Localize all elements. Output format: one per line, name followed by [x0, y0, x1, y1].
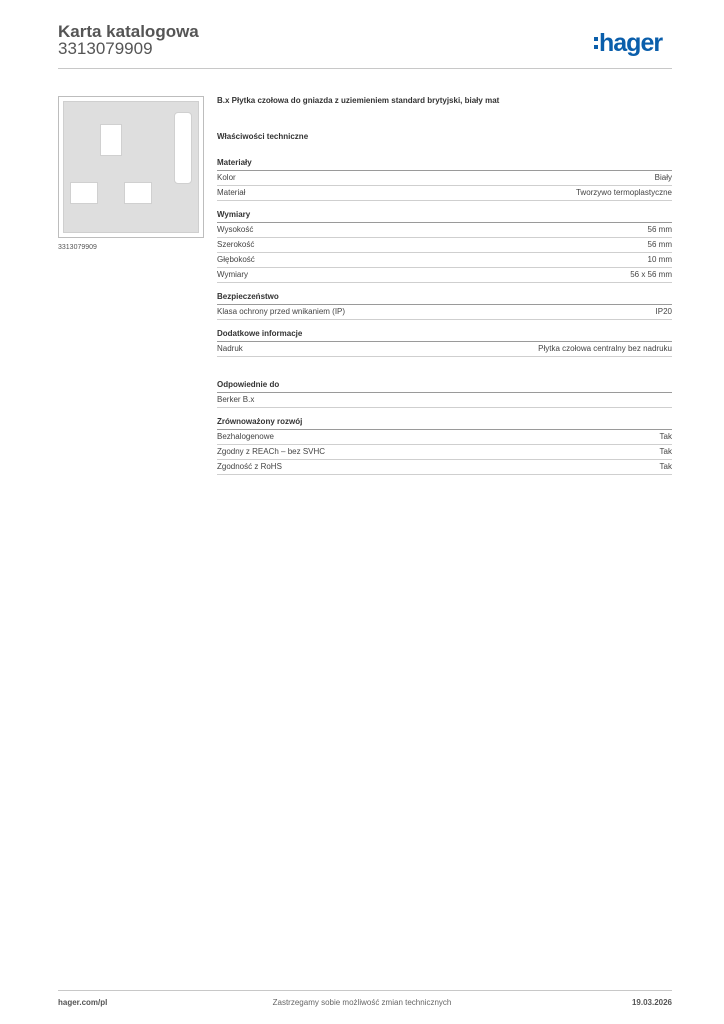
section-compatible-with — [217, 378, 672, 408]
section-title: Bezpieczeństwo — [217, 290, 672, 305]
table-row — [217, 460, 672, 475]
table-row — [217, 393, 672, 408]
row-label: Bezhalogenowe — [217, 432, 274, 441]
section-title: Odpowiednie do — [217, 378, 672, 393]
section-materials — [217, 156, 672, 201]
row-label: Głębokość — [217, 255, 255, 264]
properties-heading: Właściwości techniczne — [217, 132, 309, 141]
section-sustainability — [217, 415, 672, 475]
row-value: Płytka czołowa centralny bez nadruku — [538, 344, 672, 353]
row-label: Materiał — [217, 188, 246, 197]
footer-date: 19.03.2026 — [631, 998, 672, 1007]
table-row — [217, 238, 672, 253]
row-label: Wymiary — [217, 270, 249, 279]
row-label: Wysokość — [217, 225, 254, 234]
table-row — [217, 445, 672, 460]
product-title: B.x Płytka czołowa do gniazda z uziemieniem standard brytyjski, biały mat — [217, 96, 500, 105]
section-dimensions — [217, 208, 672, 283]
row-label: Nadruk — [217, 344, 243, 353]
footer-disclaimer: Zastrzegamy sobie możliwość zmian technicznych — [272, 998, 452, 1007]
logo-dots-icon — [594, 35, 598, 51]
row-label: Szerokość — [217, 240, 255, 249]
section-title: Dodatkowe informacje — [217, 327, 672, 342]
table-row — [217, 305, 672, 320]
row-value: Tworzywo termoplastyczne — [575, 188, 672, 197]
row-label: Klasa ochrony przed wnikaniem (IP) — [217, 307, 346, 316]
row-label: Berker B.x — [217, 395, 255, 404]
website-link[interactable]: hager.com/pl — [58, 998, 108, 1007]
row-value: 56 mm — [647, 225, 672, 234]
header-divider — [58, 68, 672, 69]
table-row — [217, 171, 672, 186]
row-value: IP20 — [655, 307, 672, 316]
row-label: Zgodność z RoHS — [217, 462, 282, 471]
row-value: Tak — [659, 462, 672, 471]
row-value: Biały — [654, 173, 672, 182]
document-title: Karta katalogowa — [58, 22, 199, 41]
product-code: 3313079909 — [58, 39, 153, 58]
right-pin-slot — [124, 182, 152, 204]
product-details — [217, 96, 672, 482]
earth-pin-slot — [100, 124, 122, 156]
hager-logo — [594, 28, 662, 58]
table-row — [217, 186, 672, 201]
section-title: Materiały — [217, 156, 672, 171]
table-row — [217, 430, 672, 445]
section-title: Zrównoważony rozwój — [217, 415, 672, 430]
spacer — [217, 364, 672, 378]
table-row — [217, 342, 672, 357]
section-title: Wymiary — [217, 208, 672, 223]
section-safety — [217, 290, 672, 320]
row-value: 56 mm — [647, 240, 672, 249]
cover-plate-illustration — [63, 101, 199, 233]
row-label: Zgodny z REACh – bez SVHC — [217, 447, 326, 456]
row-value: 10 mm — [647, 255, 672, 264]
row-value: Tak — [659, 432, 672, 441]
row-value: Tak — [659, 447, 672, 456]
row-label: Kolor — [217, 173, 236, 182]
table-row — [217, 223, 672, 238]
table-row — [217, 253, 672, 268]
product-image — [58, 96, 204, 238]
left-pin-slot — [70, 182, 98, 204]
table-row — [217, 268, 672, 283]
footer-divider — [58, 990, 672, 991]
switch-slot — [174, 112, 192, 184]
row-value: 56 x 56 mm — [630, 270, 672, 279]
image-caption: 3313079909 — [58, 244, 97, 251]
logo-text: hager — [599, 28, 663, 57]
section-additional-info — [217, 327, 672, 357]
